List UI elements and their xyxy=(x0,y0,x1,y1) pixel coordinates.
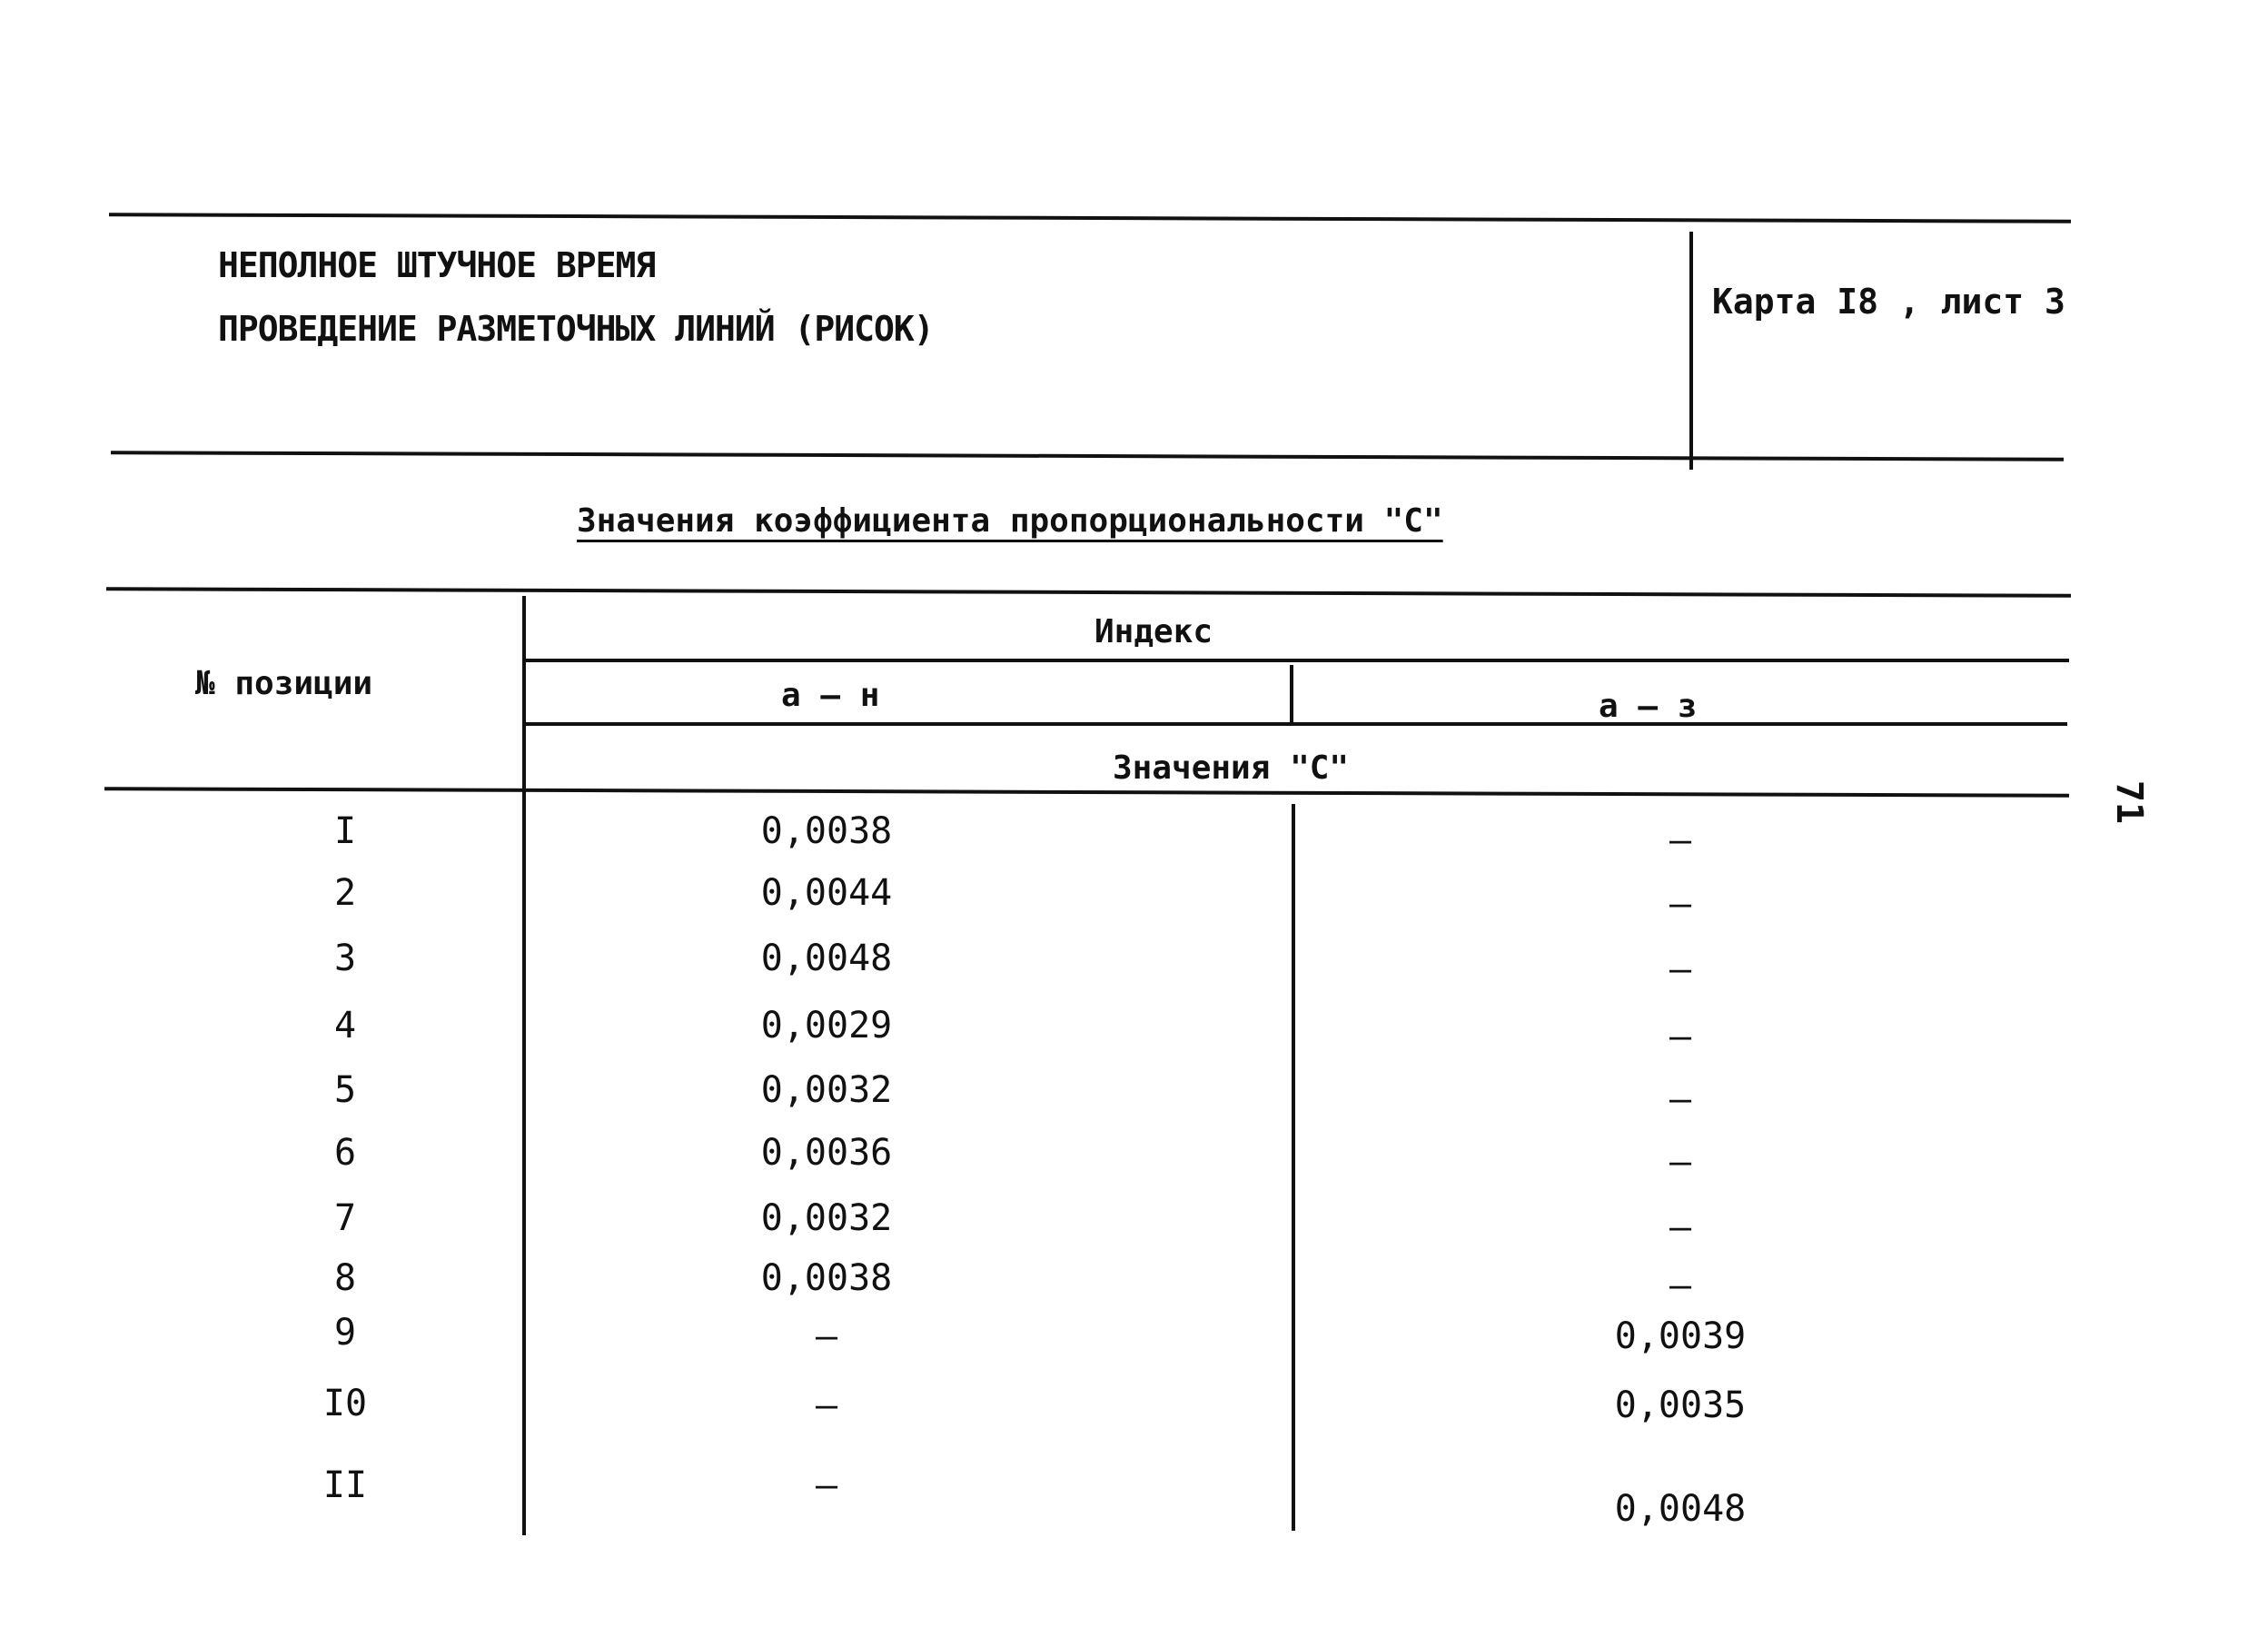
value-a-n-cell: 0,0029 xyxy=(760,1005,893,1047)
position-cell: 9 xyxy=(333,1312,357,1354)
table-caption: Значения коэффициента пропорциональности "С" xyxy=(577,502,1443,540)
value-a-n-cell: – xyxy=(815,1315,838,1357)
value-a-z-cell: – xyxy=(1669,948,1692,990)
position-cell: 4 xyxy=(333,1005,357,1047)
header-title-line2: ПРОВЕДЕНИЕ РАЗМЕТОЧНЫХ ЛИНИЙ (РИСОК) xyxy=(218,309,934,349)
values-column-divider xyxy=(1292,804,1295,1531)
value-a-z-cell: – xyxy=(1669,819,1692,861)
position-cell: I0 xyxy=(322,1383,368,1424)
position-column-divider xyxy=(522,596,526,1535)
header-title-line1: НЕПОЛНОЕ ШТУЧНОЕ ВРЕМЯ xyxy=(218,245,656,285)
index-group-header: Индекс xyxy=(1094,613,1213,650)
subheader-divider xyxy=(1290,665,1293,723)
value-a-z-cell: 0,0035 xyxy=(1614,1384,1747,1426)
subheader-under-rule xyxy=(525,722,2067,726)
value-a-n-cell: – xyxy=(815,1384,838,1426)
position-cell: 6 xyxy=(333,1132,357,1174)
index-under-rule xyxy=(525,659,2069,662)
value-a-n-cell: 0,0032 xyxy=(760,1069,893,1111)
position-cell: 2 xyxy=(333,872,357,914)
header-bottom-rule xyxy=(111,451,2064,461)
position-cell: 8 xyxy=(333,1257,357,1299)
subheader-a-n: а – н xyxy=(781,677,880,714)
value-a-z-cell: 0,0048 xyxy=(1614,1488,1747,1530)
value-a-n-cell: 0,0036 xyxy=(760,1132,893,1174)
position-column-header: № позиции xyxy=(195,665,373,702)
header-top-rule xyxy=(109,213,2071,223)
value-a-n-cell: 0,0038 xyxy=(760,1257,893,1299)
table-top-rule xyxy=(106,587,2071,598)
position-cell: 7 xyxy=(333,1197,357,1239)
value-a-n-cell: 0,0038 xyxy=(760,810,893,852)
value-a-z-cell: – xyxy=(1669,1078,1692,1120)
subheader-a-z: а – з xyxy=(1599,688,1698,725)
page-number: 71 xyxy=(2108,779,2151,825)
value-a-n-cell: 0,0044 xyxy=(760,872,893,914)
value-a-n-cell: 0,0048 xyxy=(760,938,893,979)
position-cell: II xyxy=(322,1464,368,1506)
position-cell: 3 xyxy=(333,938,357,979)
value-a-z-cell: 0,0039 xyxy=(1614,1315,1747,1357)
value-a-z-cell: – xyxy=(1669,1206,1692,1248)
value-a-z-cell: – xyxy=(1669,1265,1692,1306)
value-a-z-cell: – xyxy=(1669,1141,1692,1183)
values-c-header: Значения "С" xyxy=(1113,749,1350,787)
card-sheet-label: Карта I8 , лист 3 xyxy=(1712,282,2065,322)
values-under-rule xyxy=(104,787,2069,798)
value-a-z-cell: – xyxy=(1669,883,1692,925)
value-a-z-cell: – xyxy=(1669,1016,1692,1057)
position-cell: 5 xyxy=(333,1069,357,1111)
position-cell: I xyxy=(333,810,357,852)
value-a-n-cell: – xyxy=(815,1464,838,1506)
header-divider xyxy=(1689,232,1693,470)
value-a-n-cell: 0,0032 xyxy=(760,1197,893,1239)
